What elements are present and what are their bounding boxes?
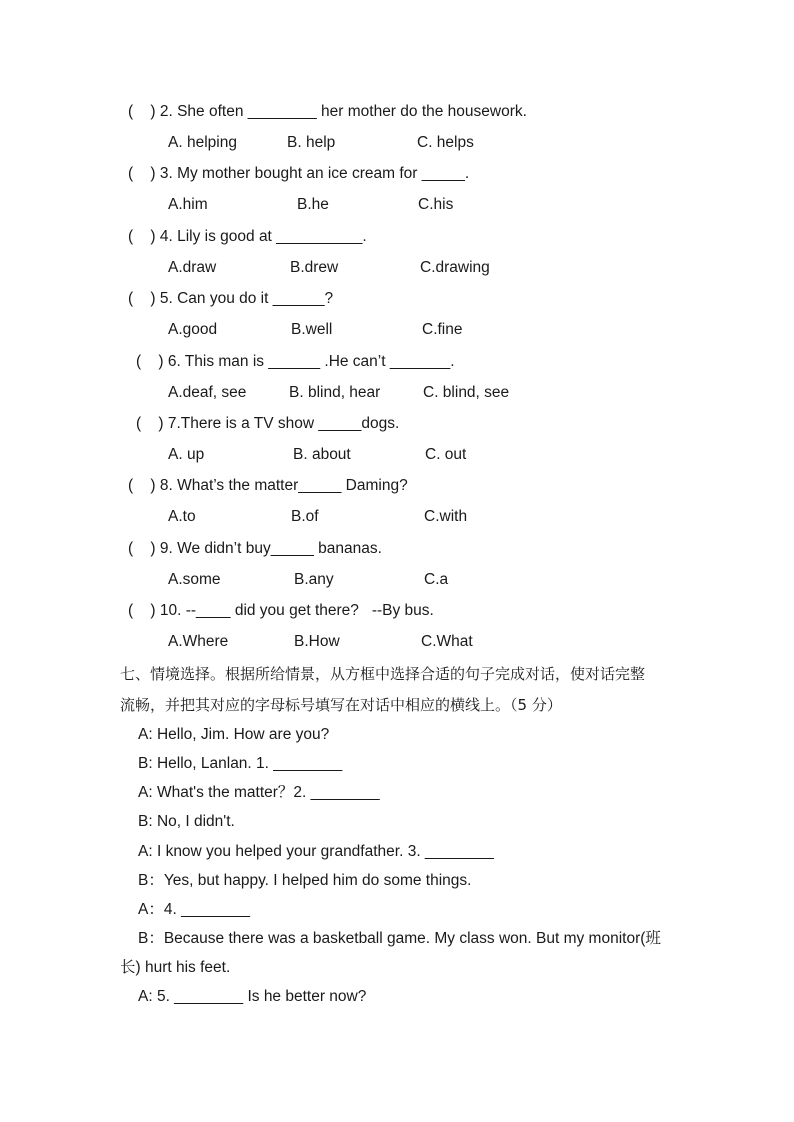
question-7-option-b: B. about <box>293 446 351 463</box>
question-6-option-b: B. blind, hear <box>289 384 381 401</box>
question-7-option-c: C. out <box>425 446 467 463</box>
dialogue-line-9: A: 5. ________ Is he better now? <box>138 988 367 1005</box>
question-8-option-a: A.to <box>168 508 196 525</box>
question-5-option-a: A.good <box>168 321 218 338</box>
question-5-option-c: C.fine <box>422 321 463 338</box>
dialogue-line-6: B：Yes, but happy. I helped him do some things. <box>138 872 472 889</box>
section-7-heading-line-2: 流畅，并把其对应的字母标号填写在对话中相应的横线上。（5 分） <box>120 696 562 714</box>
question-10-option-c: C.What <box>421 633 473 650</box>
question-6-stem: ( ) 6. This man is ______ .He can’t _______. <box>136 353 455 370</box>
question-9-option-c: C.a <box>424 571 449 588</box>
question-4-stem: ( ) 4. Lily is good at __________. <box>128 228 367 245</box>
question-4-option-b: B.drew <box>290 259 339 276</box>
question-6-option-a: A.deaf, see <box>168 384 247 401</box>
dialogue-line-2: B: Hello, Lanlan. 1. ________ <box>138 755 343 772</box>
dialogue-line-8: B：Because there was a basketball game. My class won. But my monitor(班 <box>138 930 661 947</box>
question-10-stem: ( ) 10. --____ did you get there? --By bus. <box>128 602 434 619</box>
dialogue-line-4: B: No, I didn't. <box>138 813 235 830</box>
dialogue-line-3: A: What's the matter？2. ________ <box>138 784 380 801</box>
question-10-option-a: A.Where <box>168 633 229 650</box>
question-2-option-c: C. helps <box>417 134 474 151</box>
dialogue-line-8-continued: 长) hurt his feet. <box>120 959 231 976</box>
dialogue-line-5: A: I know you helped your grandfather. 3. ________ <box>138 843 494 860</box>
question-4-option-c: C.drawing <box>420 259 490 276</box>
question-2-option-b: B. help <box>287 134 336 151</box>
question-8-option-b: B.of <box>291 508 319 525</box>
question-7-option-a: A. up <box>168 446 205 463</box>
question-9-stem: ( ) 9. We didn’t buy_____ bananas. <box>128 540 382 557</box>
question-3-option-b: B.he <box>297 196 329 213</box>
question-9-option-a: A.some <box>168 571 221 588</box>
question-5-option-b: B.well <box>291 321 333 338</box>
question-6-option-c: C. blind, see <box>423 384 510 401</box>
question-3-option-c: C.his <box>418 196 454 213</box>
question-4-option-a: A.draw <box>168 259 217 276</box>
question-2-option-a: A. helping <box>168 134 237 151</box>
section-7-heading-line-1: 七、情境选择。根据所给情景，从方框中选择合适的句子完成对话，使对话完整 <box>120 665 646 683</box>
question-3-option-a: A.him <box>168 196 208 213</box>
dialogue-line-1: A: Hello, Jim. How are you? <box>138 726 330 743</box>
question-7-stem: ( ) 7.There is a TV show _____dogs. <box>136 415 400 432</box>
question-3-stem: ( ) 3. My mother bought an ice cream for _____. <box>128 165 470 182</box>
question-10-option-b: B.How <box>294 633 340 650</box>
question-5-stem: ( ) 5. Can you do it ______? <box>128 290 334 307</box>
question-8-option-c: C.with <box>424 508 468 525</box>
question-2-stem: ( ) 2. She often ________ her mother do the housework. <box>128 103 527 120</box>
dialogue-line-7: A：4. ________ <box>138 901 251 918</box>
question-9-option-b: B.any <box>294 571 334 588</box>
question-8-stem: ( ) 8. What’s the matter_____ Daming? <box>128 477 408 494</box>
